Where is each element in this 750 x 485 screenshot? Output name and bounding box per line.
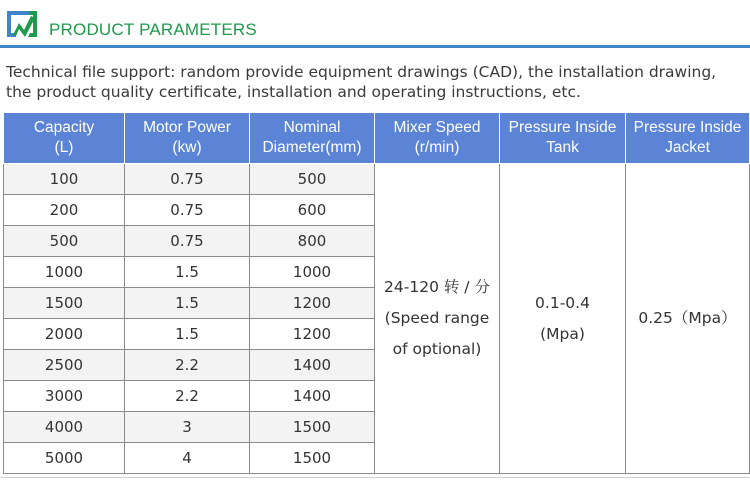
brand-logo-icon: [4, 9, 38, 39]
column-header-pressure-jacket: Pressure Inside Jacket: [626, 113, 750, 164]
header: [0, 0, 750, 48]
page-title: PRODUCT PARAMETERS: [49, 20, 257, 39]
column-header-pressure-tank: Pressure Inside Tank: [500, 113, 626, 164]
parameters-table: [3, 112, 750, 474]
column-header-nominal-diameter: Nominal Diameter(mm): [250, 113, 375, 164]
column-header-motor-power: Motor Power (kw): [125, 113, 250, 164]
motor-power-cell: 1.5: [125, 257, 250, 288]
motor-power-cell: 3: [125, 412, 250, 443]
diameter-cell: 1500: [250, 443, 375, 474]
diameter-cell: 1400: [250, 350, 375, 381]
capacity-cell: 2500: [4, 350, 125, 381]
diameter-cell: 1000: [250, 257, 375, 288]
capacity-cell: 2000: [4, 319, 125, 350]
table-header-row: [4, 113, 750, 164]
capacity-cell: 100: [4, 164, 125, 195]
motor-power-cell: 0.75: [125, 195, 250, 226]
capacity-cell: 200: [4, 195, 125, 226]
diameter-cell: 1400: [250, 381, 375, 412]
motor-power-cell: 2.2: [125, 350, 250, 381]
pressure-tank-cell: 0.1-0.4 (Mpa): [500, 164, 626, 474]
motor-power-cell: 4: [125, 443, 250, 474]
header-divider: [0, 45, 750, 48]
bottom-divider: [0, 477, 750, 478]
table-row: [4, 164, 750, 195]
motor-power-cell: 0.75: [125, 164, 250, 195]
pressure-jacket-cell: 0.25（Mpa）: [626, 164, 750, 474]
diameter-cell: 800: [250, 226, 375, 257]
capacity-cell: 4000: [4, 412, 125, 443]
intro-text: Technical file support: random provide equipment drawings (CAD), the installation drawing, the product quality certificate, installation and operating instructions, etc.: [6, 63, 717, 101]
diameter-cell: 1200: [250, 319, 375, 350]
diameter-cell: 600: [250, 195, 375, 226]
capacity-cell: 1500: [4, 288, 125, 319]
capacity-cell: 3000: [4, 381, 125, 412]
capacity-cell: 500: [4, 226, 125, 257]
motor-power-cell: 1.5: [125, 288, 250, 319]
mixer-speed-cell: 24-120 转 / 分 (Speed range of optional): [375, 164, 500, 474]
column-header-mixer-speed: Mixer Speed (r/min): [375, 113, 500, 164]
capacity-cell: 5000: [4, 443, 125, 474]
motor-power-cell: 2.2: [125, 381, 250, 412]
motor-power-cell: 1.5: [125, 319, 250, 350]
column-header-capacity: Capacity (L): [4, 113, 125, 164]
capacity-cell: 1000: [4, 257, 125, 288]
motor-power-cell: 0.75: [125, 226, 250, 257]
diameter-cell: 1500: [250, 412, 375, 443]
diameter-cell: 1200: [250, 288, 375, 319]
diameter-cell: 500: [250, 164, 375, 195]
